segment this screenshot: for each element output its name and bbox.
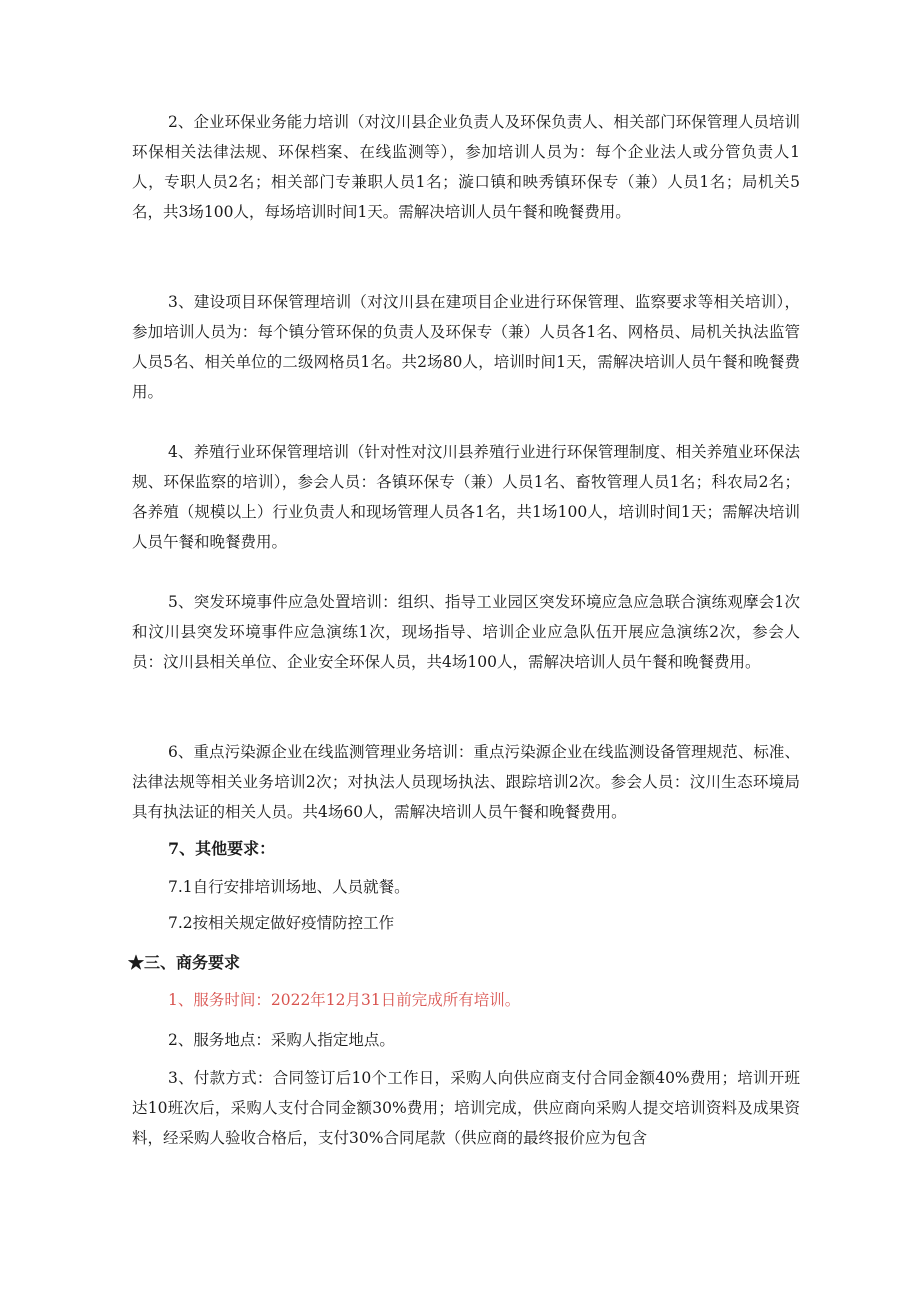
other-requirement-item: 7.1自行安排培训场地、人员就餐。 [168, 878, 410, 896]
paragraph-emergency-training: 5、突发环境事件应急处置培训：组织、指导工业园区突发环境应急应急联合演练观摩会1次和汶川县突发环境事件应急演练1次，现场指导、培训企业应急队伍开展应急演练2次，参会人员：汶川县相关单位、企业安全环保人员，共4场100人，需解决培训人员午餐和晚餐费用。 [132, 593, 800, 671]
paragraph-construction-training: 3、建设项目环保管理培训（对汶川县在建项目企业进行环保管理、监察要求等相关培训），参加培训人员为：每个镇分管环保的负责人及环保专（兼）人员各1名、网格员、局机关执法监管人员5名、相关单位的二级网格员1名。共2场80人，培训时间1天，需解决培训人员午餐和晚餐费用。 [132, 293, 800, 401]
paragraph-breeding-training: 4、养殖行业环保管理培训（针对性对汶川县养殖行业进行环保管理制度、相关养殖业环保法规、环保监察的培训），参会人员：各镇环保专（兼）人员1名、畜牧管理人员1名；科农局2名；各养殖（规模以上）行业负责人和现场管理人员各1名，共1场100人，培训时间1天；需解决培训人员午餐和晚餐费用。 [132, 443, 800, 551]
service-place: 2、服务地点：采购人指定地点。 [168, 1031, 395, 1049]
paragraph-enterprise-training: 2、企业环保业务能力培训（对汶川县企业负责人及环保负责人、相关部门环保管理人员培训环保相关法律法规、环保档案、在线监测等），参加培训人员为：每个企业法人或分管负责人1人，专职人员2名；相关部门专兼职人员1名；漩口镇和映秀镇环保专（兼）人员1名；局机关5名，共3场100人，每场培训时间1天。需解决培训人员午餐和晚餐费用。 [132, 113, 800, 221]
paragraph-monitoring-training: 6、重点污染源企业在线监测管理业务培训：重点污染源企业在线监测设备管理规范、标准、法律法规等相关业务培训2次；对执法人员现场执法、跟踪培训2次。参会人员：汶川生态环境局具有执法证的相关人员。共4场60人，需解决培训人员午餐和晚餐费用。 [132, 743, 800, 821]
commercial-requirements-heading: ★三、商务要求 [128, 953, 241, 972]
other-requirements-heading: 7、其他要求： [168, 839, 276, 858]
service-time: 1、服务时间：2022年12月31日前完成所有培训。 [168, 991, 521, 1009]
payment-terms: 3、付款方式：合同签订后10个工作日，采购人向供应商支付合同金额40%费用；培训开班达10班次后，采购人支付合同金额30%费用；培训完成，供应商向采购人提交培训资料及成果资料，经采购人验收合格后，支付30%合同尾款（供应商的最终报价应为包含 [132, 1069, 800, 1147]
other-requirement-item: 7.2按相关规定做好疫情防控工作 [168, 914, 395, 932]
